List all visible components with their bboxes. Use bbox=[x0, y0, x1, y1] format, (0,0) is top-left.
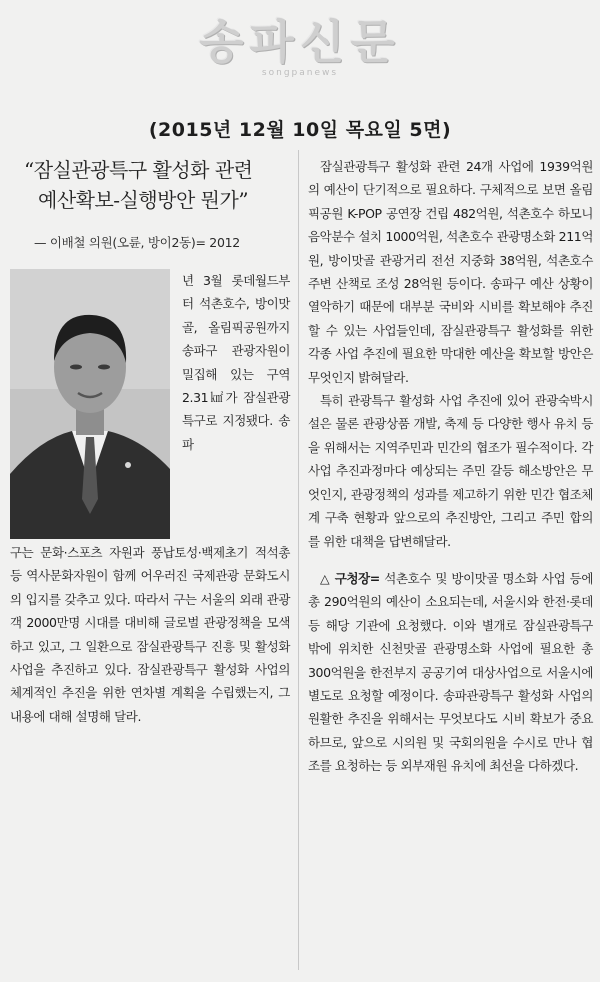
byline: — 이배철 의원(오륜, 방이2동)= 2012 bbox=[34, 235, 240, 250]
newspaper-logo: 송파신문 bbox=[199, 15, 401, 69]
dateline: (2015년 12월 10일 목요일 5면) bbox=[148, 119, 452, 141]
column-divider bbox=[298, 150, 299, 970]
newspaper-logo-subtitle: songpanews bbox=[261, 68, 339, 78]
question-paragraph-1: 잠실관광특구 활성화 관련 24개 사업에 1939억원의 예산이 단기적으로 필요하다. 구체적으로 보면 올림픽공원 K-POP 공연장 건립 482억원, 석촌호수 하모니 음악분수 설치 1000억원, 석촌호수 관광명소화 211억원, 방이맛골 관광거리 전선 지중화 38억원, 석촌호수 주변 산책로 조성 28억원 등이다. 송파구 예산 상황이 열악하기 때문에 대부분 국비와 시비를 확보해야 추진할 수 있는 사업들인데, 잠실관광특구 활성화를 위한 각종 사업 추진에 필요한 막대한 예산을 확보할 방안은 무엇인지 밝혀달라. bbox=[308, 159, 593, 385]
answer-paragraph bbox=[308, 567, 593, 778]
portrait-illustration bbox=[10, 269, 170, 539]
councilor-portrait-photo bbox=[10, 269, 170, 539]
question-body-right bbox=[308, 155, 593, 778]
masthead bbox=[0, 0, 600, 100]
photo-block bbox=[10, 269, 290, 541]
answer-text: 석촌호수 및 방이맛골 명소화 사업 등에 총 290억원의 예산이 소요되는데, 서울시와 한전·롯데 등 해당 기관에 요청했다. 이와 별개로 잠실관광특구 밖에 위치한 신천맛골 관광명소화 사업에 필요한 총 300억원을 한전부지 공공기여 대상사업으로 서울시에 별도로 요청할 예정이다. 송파관광특구 활성화 사업의 원활한 추진을 위해서는 무엇보다도 시비 확보가 중요하므로, 앞으로 시의원 및 국회의원을 수시로 만나 협조를 요청하는 등 외부재원 유치에 최선을 다하겠다. bbox=[308, 570, 593, 774]
question-body-left bbox=[10, 541, 290, 728]
answer-speaker-label: △ 구청장= bbox=[320, 570, 380, 586]
question-paragraph-2: 특히 관광특구 활성화 사업 추진에 있어 관광숙박시설은 물론 관광상품 개발, 축제 등 다양한 행사 유치 등을 위해서는 지역주민과 민간의 협조가 필수적이다. 각 사업 추진과정마다 예상되는 주민 갈등 해소방안은 무엇인지, 관광정책의 성과를 제고하기 위한 민간 협조체계 구축 현황과 앞으로의 추진방안, 그리고 주민 합의를 위한 대책을 답변해달라. bbox=[308, 393, 593, 549]
question-paragraph: 구는 문화·스포츠 자원과 풍납토성·백제초기 적석총 등 역사문화자원이 함께 어우러진 국제관광 문화도시의 입지를 갖추고 있다. 따라서 구는 서울의 외래 관광객 2000만명 시대를 대비해 글로벌 관광정책을 모색하고 있고, 그 일환으로 잠실관광특구 진흥 및 활성화사업을 추진하고 있다. 잠실관광특구 활성화 사업의 체계적인 추진을 위한 연차별 계획을 수립했는지, 그 내용에 대해 설명해 달라. bbox=[10, 545, 290, 724]
headline-line-2: 예산확보-실행방안 뭔가” bbox=[38, 188, 249, 212]
photo-side-text: 년 3월 롯데월드부터 석촌호수, 방이맛골, 올림픽공원까지 송파구 관광자원이 밀집해 있는 구역 2.31㎢가 잠실관광특구로 지정됐다. 송파 bbox=[182, 273, 290, 452]
right-column bbox=[308, 145, 593, 778]
left-column bbox=[10, 145, 290, 728]
headline bbox=[24, 155, 290, 215]
headline-line-1: “잠실관광특구 활성화 관련 bbox=[24, 158, 253, 182]
